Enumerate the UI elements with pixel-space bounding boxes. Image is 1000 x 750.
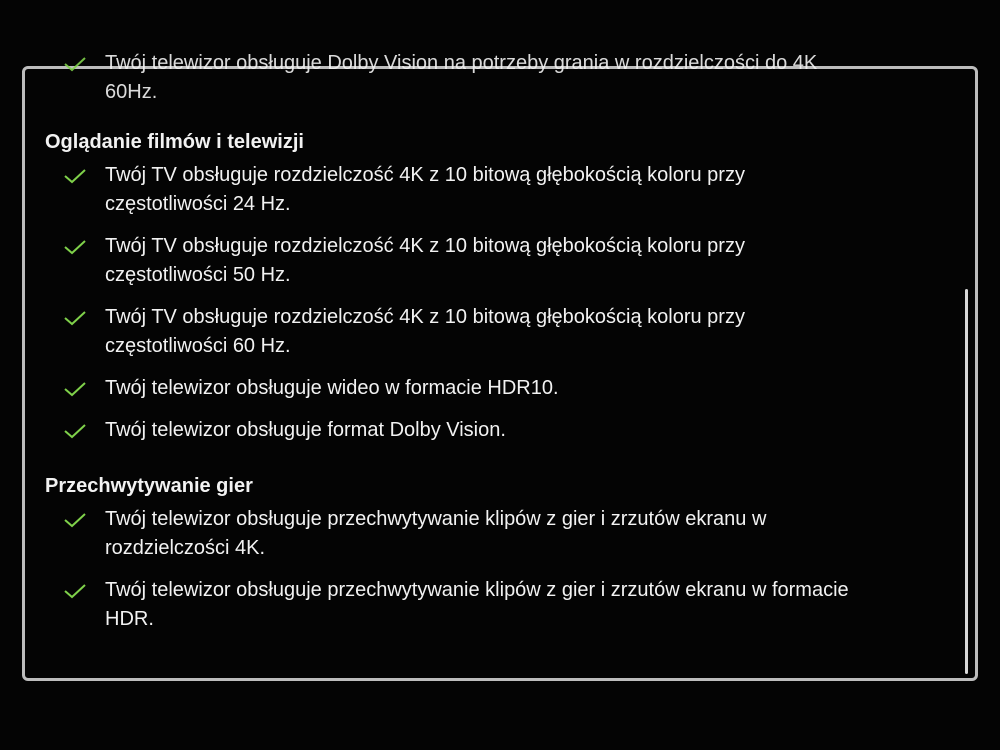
item-text-line1: Twój telewizor obsługuje Dolby Vision na potrzeby grania w rozdzielczości do 4K: [105, 52, 818, 74]
scrollbar[interactable]: [965, 289, 968, 674]
capabilities-panel[interactable]: [22, 52, 978, 681]
section-movies-tv: [25, 128, 955, 445]
item-text-line2: częstotliwości 60 Hz.: [105, 335, 291, 357]
checkmark-icon: [63, 56, 87, 72]
checkmark-icon: [63, 239, 87, 255]
checkmark-icon: [63, 583, 87, 599]
section-title: Oglądanie filmów i telewizji: [45, 131, 304, 153]
item-text-line1: Twój TV obsługuje rozdzielczość 4K z 10 bitową głębokością koloru przy: [105, 235, 745, 257]
item-text-line2: HDR.: [105, 608, 154, 630]
item-text-line1: Twój TV obsługuje rozdzielczość 4K z 10 bitową głębokością koloru przy: [105, 164, 745, 186]
capabilities-list: [25, 49, 955, 647]
checkmark-icon: [63, 423, 87, 439]
list-item: [25, 49, 955, 107]
section-title: Przechwytywanie gier: [45, 475, 253, 497]
item-text-line2: częstotliwości 24 Hz.: [105, 193, 291, 215]
checkmark-icon: [63, 168, 87, 184]
checkmark-icon: [63, 310, 87, 326]
list-item: [25, 303, 955, 361]
list-item: [25, 232, 955, 290]
list-item: [25, 161, 955, 219]
item-text-line2: 60Hz.: [105, 81, 158, 103]
item-text-line1: Twój telewizor obsługuje format Dolby Vision.: [105, 419, 506, 441]
item-text-line1: Twój TV obsługuje rozdzielczość 4K z 10 bitową głębokością koloru przy: [105, 306, 745, 328]
item-text-line2: rozdzielczości 4K.: [105, 537, 266, 559]
list-item: [25, 416, 955, 445]
checkmark-icon: [63, 512, 87, 528]
checkmark-icon: [63, 381, 87, 397]
item-text-line1: Twój telewizor obsługuje wideo w formacie HDR10.: [105, 377, 559, 399]
list-item: [25, 505, 955, 563]
item-text-line2: częstotliwości 50 Hz.: [105, 264, 291, 286]
list-item: [25, 374, 955, 403]
section-game-capture: [25, 472, 955, 634]
item-text-line1: Twój telewizor obsługuje przechwytywanie klipów z gier i zrzutów ekranu w formacie: [105, 579, 849, 601]
list-item: [25, 576, 955, 634]
item-text-line1: Twój telewizor obsługuje przechwytywanie klipów z gier i zrzutów ekranu w: [105, 508, 767, 530]
